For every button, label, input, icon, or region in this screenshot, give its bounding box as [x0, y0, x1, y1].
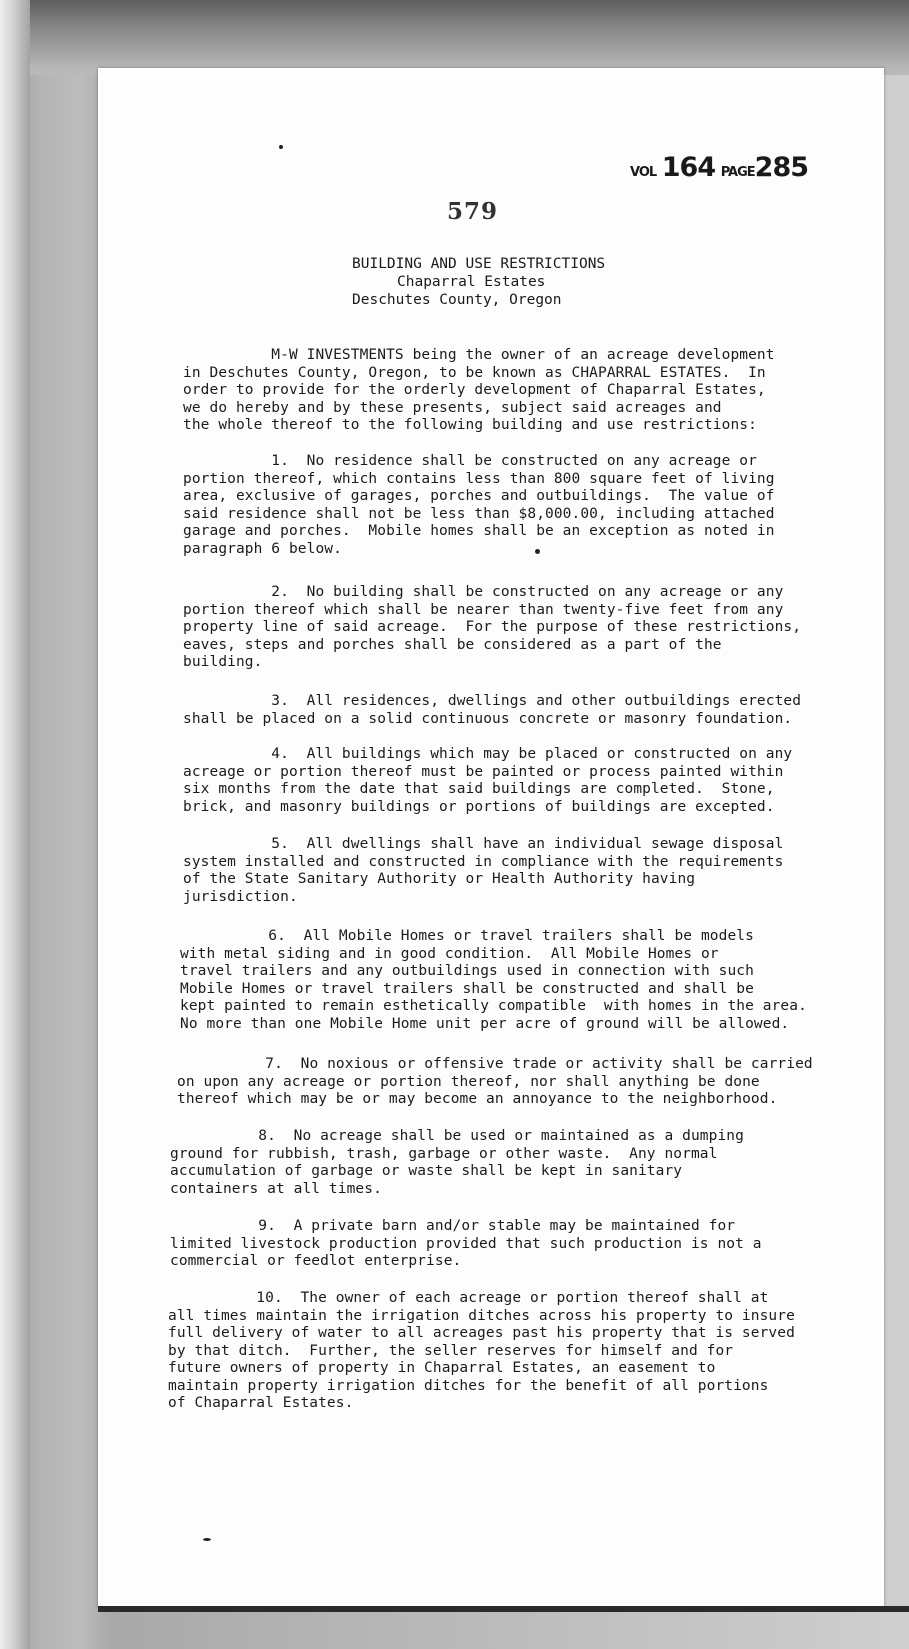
paragraph-line: all times maintain the irrigation ditches across his property to insure	[168, 1307, 795, 1324]
paragraph-preamble	[183, 347, 775, 435]
paragraph-line: by that ditch. Further, the seller reserves for himself and for	[168, 1342, 734, 1359]
paragraph-line: garage and porches. Mobile homes shall be an exception as noted in	[183, 523, 775, 539]
paragraph-line: 6. All Mobile Homes or travel trailers shall be models	[180, 928, 754, 944]
speck	[279, 145, 283, 149]
paragraph-line: 2. No building shall be constructed on any acreage or any	[183, 584, 784, 600]
paragraph-line: ground for rubbish, trash, garbage or other waste. Any normal	[170, 1145, 718, 1162]
paragraph-7	[177, 1056, 813, 1109]
vol-label: VOL	[630, 165, 657, 180]
paragraph-line: property line of said acreage. For the purpose of these restrictions,	[183, 619, 802, 635]
paragraph-line: system installed and constructed in compliance with the requirements	[183, 853, 784, 870]
paragraph-line: No more than one Mobile Home unit per acre of ground will be allowed.	[180, 1015, 790, 1032]
paragraph-line: order to provide for the orderly development of Chaparral Estates,	[183, 382, 766, 398]
paragraph-line: area, exclusive of garages, porches and outbuildings. The value of	[183, 488, 775, 504]
paragraph-line: 5. All dwellings shall have an individual sewage disposal	[183, 836, 784, 852]
paragraph-line: kept painted to remain esthetically compatible with homes in the area.	[180, 998, 807, 1014]
paragraph-line: with metal siding and in good condition. All Mobile Homes or	[180, 945, 719, 962]
paragraph-line: future owners of property in Chaparral Estates, an easement to	[168, 1360, 716, 1376]
volume-page-stamp	[630, 152, 809, 192]
paragraph-line: commercial or feedlot enterprise.	[170, 1253, 462, 1269]
paragraph-line: on upon any acreage or portion thereof, nor shall anything be done	[177, 1073, 760, 1090]
paragraph-line: M-W INVESTMENTS being the owner of an acreage development	[183, 347, 775, 363]
paragraph-line: six months from the date that said buildings are completed. Stone,	[183, 781, 775, 797]
heading-location: Deschutes County, Oregon	[352, 292, 562, 308]
paragraph-line: 10. The owner of each acreage or portion thereof shall at	[168, 1290, 769, 1306]
paragraph-2	[183, 584, 801, 672]
speck	[203, 1538, 211, 1541]
paragraph-line: 7. No noxious or offensive trade or activity shall be carried	[177, 1056, 813, 1072]
page-bottom-edge	[98, 1606, 909, 1612]
paragraph-5	[183, 836, 783, 906]
paragraph-10	[168, 1290, 795, 1413]
paragraph-3	[183, 693, 801, 728]
paragraph-line: full delivery of water to all acreages past his property that is served	[168, 1325, 795, 1341]
paragraph-line: eaves, steps and porches shall be considered as a part of the	[183, 636, 722, 653]
paragraph-line: 4. All buildings which may be placed or constructed on any	[183, 746, 793, 762]
paragraph-line: building.	[183, 654, 263, 670]
paragraph-line: of the State Sanitary Authority or Health Authority having	[183, 871, 696, 887]
paragraph-8	[170, 1128, 744, 1198]
scan-top-shadow	[0, 0, 909, 75]
paragraph-line: Mobile Homes or travel trailers shall be constructed and shall be	[180, 980, 754, 997]
paragraph-line: the whole thereof to the following building and use restrictions:	[183, 417, 757, 433]
paragraph-line: said residence shall not be less than $8,000.00, including attached	[183, 505, 775, 522]
paragraph-line: in Deschutes County, Oregon, to be known as CHAPARRAL ESTATES. In	[183, 364, 766, 381]
paragraph-line: paragraph 6 below.	[183, 540, 342, 557]
paragraph-1	[183, 453, 775, 558]
paragraph-6	[180, 928, 807, 1033]
speck	[535, 549, 540, 554]
paragraph-line: shall be placed on a solid continuous concrete or masonry foundation.	[183, 710, 793, 727]
paragraph-line: brick, and masonry buildings or portions of buildings are excepted.	[183, 798, 775, 815]
paragraph-line: 8. No acreage shall be used or maintained as a dumping	[170, 1128, 744, 1144]
page-label: PAGE	[720, 165, 755, 180]
paragraph-line: limited livestock production provided that such production is not a	[170, 1235, 762, 1252]
paragraph-line: we do hereby and by these presents, subject said acreages and	[183, 399, 722, 416]
scan-left-edge	[0, 0, 30, 1649]
vol-number: 164	[661, 152, 716, 183]
paragraph-line: 9. A private barn and/or stable may be maintained for	[170, 1218, 736, 1234]
page-number: 285	[754, 152, 809, 183]
heading-title: BUILDING AND USE RESTRICTIONS	[352, 256, 606, 272]
paragraph-line: of Chaparral Estates.	[168, 1395, 354, 1411]
paragraph-line: portion thereof which shall be nearer than twenty-five feet from any	[183, 601, 784, 618]
paragraph-line: 1. No residence shall be constructed on any acreage or	[183, 453, 757, 469]
paragraph-line: jurisdiction.	[183, 888, 298, 905]
paragraph-line: containers at all times.	[170, 1180, 382, 1197]
paragraph-line: accumulation of garbage or waste shall be kept in sanitary	[170, 1163, 683, 1179]
paragraph-line: travel trailers and any outbuildings used in connection with such	[180, 963, 754, 979]
heading-subtitle: Chaparral Estates	[397, 274, 546, 290]
paragraph-line: acreage or portion thereof must be painted or process painted within	[183, 763, 784, 780]
paragraph-line: 3. All residences, dwellings and other outbuildings erected	[183, 693, 802, 709]
paragraph-line: maintain property irrigation ditches for the benefit of all portions	[168, 1377, 769, 1394]
paragraph-line: thereof which may be or may become an annoyance to the neighborhood.	[177, 1091, 778, 1107]
document-number: 579	[447, 198, 499, 225]
paragraph-4	[183, 746, 792, 816]
paragraph-line: portion thereof, which contains less than 800 square feet of living	[183, 470, 775, 487]
paragraph-9	[170, 1218, 762, 1271]
